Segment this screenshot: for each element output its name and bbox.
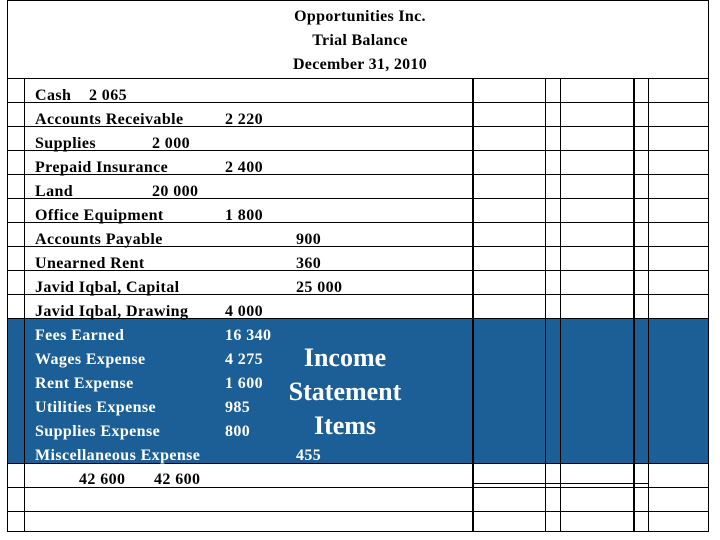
account-name: Office Equipment: [35, 207, 164, 224]
account-name: Accounts Payable: [35, 231, 163, 248]
total-debits: 42 600: [79, 471, 126, 488]
credit-amount: 900: [296, 231, 322, 248]
account-name: Javid Iqbal, Drawing: [35, 303, 189, 320]
row-line: [7, 150, 709, 151]
debit-amount: 20 000: [152, 183, 199, 200]
account-name: Wages Expense: [35, 351, 146, 368]
debit-amount: 2 065: [89, 87, 127, 104]
credit-amount: 360: [296, 255, 322, 272]
credit-amount: 25 000: [296, 279, 343, 296]
account-name: Prepaid Insurance: [35, 159, 169, 176]
header-divider: [7, 78, 709, 79]
credit-amount: 455: [296, 447, 322, 464]
debit-amount: 1 600: [225, 375, 263, 392]
account-name: Fees Earned: [35, 327, 125, 344]
debit-amount: 2 000: [152, 135, 190, 152]
account-name: Supplies Expense: [35, 423, 161, 440]
row-line: [7, 198, 709, 199]
report-title: Trial Balance: [312, 32, 408, 49]
account-name: Supplies: [35, 135, 97, 152]
credit-total-double-rule: [560, 483, 648, 484]
account-name: Land: [35, 183, 74, 200]
report-date: December 31, 2010: [292, 56, 428, 73]
debit-amount: 985: [225, 399, 251, 416]
debit-amount: 2 220: [225, 111, 263, 128]
debit-amount: 800: [225, 423, 251, 440]
debit-total-double-rule: [472, 487, 560, 488]
caption-income: Income: [303, 343, 387, 372]
caption-statement: Statement: [288, 377, 402, 406]
account-name: Accounts Receivable: [35, 111, 184, 128]
debit-amount: 4 000: [225, 303, 263, 320]
total-credits: 42 600: [154, 471, 201, 488]
debit-amount: 2 400: [225, 159, 263, 176]
debit-amount: 4 275: [225, 351, 263, 368]
account-name: Unearned Rent: [35, 255, 145, 272]
row-line: [7, 511, 709, 512]
account-name: Javid Iqbal, Capital: [35, 279, 180, 296]
account-name: Rent Expense: [35, 375, 134, 392]
credit-total-double-rule: [560, 487, 648, 488]
account-name: Miscellaneous Expense: [35, 447, 201, 464]
company-name: Opportunities Inc.: [294, 8, 426, 25]
debit-amount: 16 340: [225, 327, 272, 344]
debit-amount: 1 800: [225, 207, 263, 224]
caption-items: Items: [313, 411, 377, 440]
debit-total-double-rule: [472, 483, 560, 484]
account-name: Utilities Expense: [35, 399, 157, 416]
account-name: Cash: [35, 87, 72, 104]
